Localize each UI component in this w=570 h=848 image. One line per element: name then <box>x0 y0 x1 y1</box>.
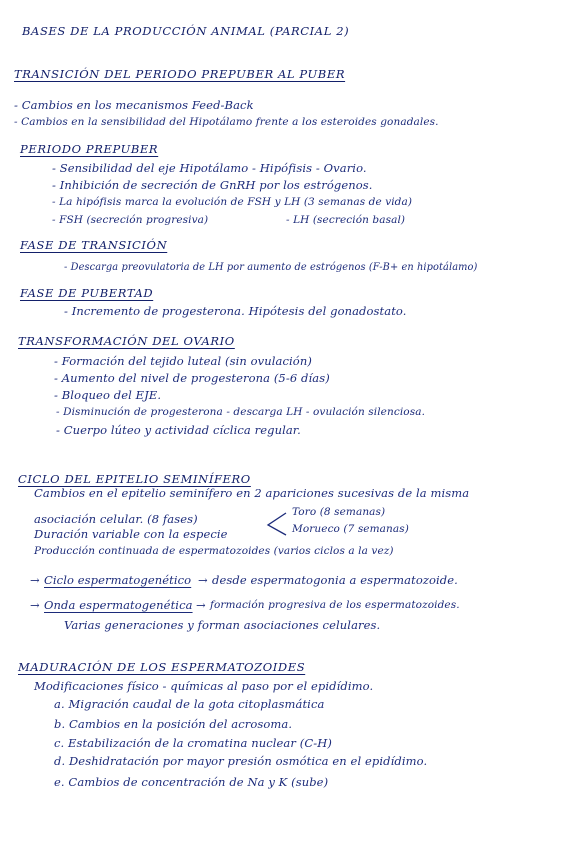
heading-transformacion-ovario: TRANSFORMACIÓN DEL OVARIO <box>18 334 235 348</box>
note-line: - Incremento de progesterona. Hipótesis del gonadostato. <box>64 304 407 318</box>
list-item: e. Cambios de concentración de Na y K (sube) <box>54 775 329 789</box>
note-line: - Cuerpo lúteo y actividad cíclica regular. <box>56 423 301 437</box>
note-line: - Disminución de progesterona - descarga LH - ovulación silenciosa. <box>56 406 426 418</box>
heading-transicion-periodo: TRANSICIÓN DEL PERIODO PREPUBER AL PUBER <box>14 67 346 81</box>
list-item: a. Migración caudal de la gota citoplasmática <box>54 697 325 711</box>
page-title: BASES DE LA PRODUCCIÓN ANIMAL (PARCIAL 2) <box>22 24 350 38</box>
note-line: - La hipófisis marca la evolución de FSH y LH (3 semanas de vida) <box>52 196 413 208</box>
arrow-right-icon: → <box>30 573 40 587</box>
note-line: - Cambios en los mecanismos Feed-Back <box>14 98 254 112</box>
list-item: c. Estabilización de la cromatina nuclear (C-H) <box>54 736 332 750</box>
heading-fase-transicion: FASE DE TRANSICIÓN <box>20 238 168 252</box>
note-line: desde espermatogonia a espermatozoide. <box>212 573 458 587</box>
note-line: - LH (secreción basal) <box>286 214 406 226</box>
note-line: Morueco (7 semanas) <box>292 523 409 535</box>
arrow-right-icon: → <box>30 598 40 612</box>
arrow-right-icon: → <box>198 573 208 587</box>
list-item: d. Deshidratación por mayor presión osmótica en el epidídimo. <box>54 754 428 768</box>
note-line: - Formación del tejido luteal (sin ovulación) <box>54 354 312 368</box>
note-line: - Bloqueo del EJE. <box>54 388 162 402</box>
note-line: asociación celular. (8 fases) <box>34 512 198 526</box>
note-line: Modificaciones físico - químicas al paso por el epidídimo. <box>34 679 374 693</box>
note-line: formación progresiva de los espermatozoides. <box>210 599 460 611</box>
list-item: b. Cambios en la posición del acrosoma. <box>54 717 293 731</box>
note-line: Producción continuada de espermatozoides (varios ciclos a la vez) <box>34 545 394 557</box>
arrow-right-icon: → <box>196 598 206 612</box>
term-onda-espermatogenetica: Onda espermatogenética <box>44 598 193 612</box>
heading-fase-pubertad: FASE DE PUBERTAD <box>20 286 154 300</box>
note-line: - Descarga preovulatoria de LH por aumento de estrógenos (F-B+ en hipotálamo) <box>64 262 478 273</box>
note-line: Cambios en el epitelio seminífero en 2 apariciones sucesivas de la misma <box>34 486 470 500</box>
brace-branch-icon <box>262 509 288 537</box>
heading-periodo-prepuber: PERIODO PREPUBER <box>20 142 159 156</box>
note-line: Duración variable con la especie <box>34 527 228 541</box>
note-line: Varias generaciones y forman asociaciones celulares. <box>64 618 381 632</box>
note-line: Toro (8 semanas) <box>292 506 386 518</box>
note-line: - Sensibilidad del eje Hipotálamo - Hipófisis - Ovario. <box>52 161 367 175</box>
heading-ciclo-epitelio: CICLO DEL EPITELIO SEMINÍFERO <box>18 472 251 486</box>
note-line: - Inhibición de secreción de GnRH por los estrógenos. <box>52 178 373 192</box>
note-line: - Aumento del nivel de progesterona (5-6 días) <box>54 371 330 385</box>
term-ciclo-espermatogenetico: Ciclo espermatogenético <box>44 573 192 587</box>
note-line: - Cambios en la sensibilidad del Hipotálamo frente a los esteroides gonadales. <box>14 116 439 128</box>
note-line: - FSH (secreción progresiva) <box>52 214 209 226</box>
heading-maduracion: MADURACIÓN DE LOS ESPERMATOZOIDES <box>18 660 306 674</box>
